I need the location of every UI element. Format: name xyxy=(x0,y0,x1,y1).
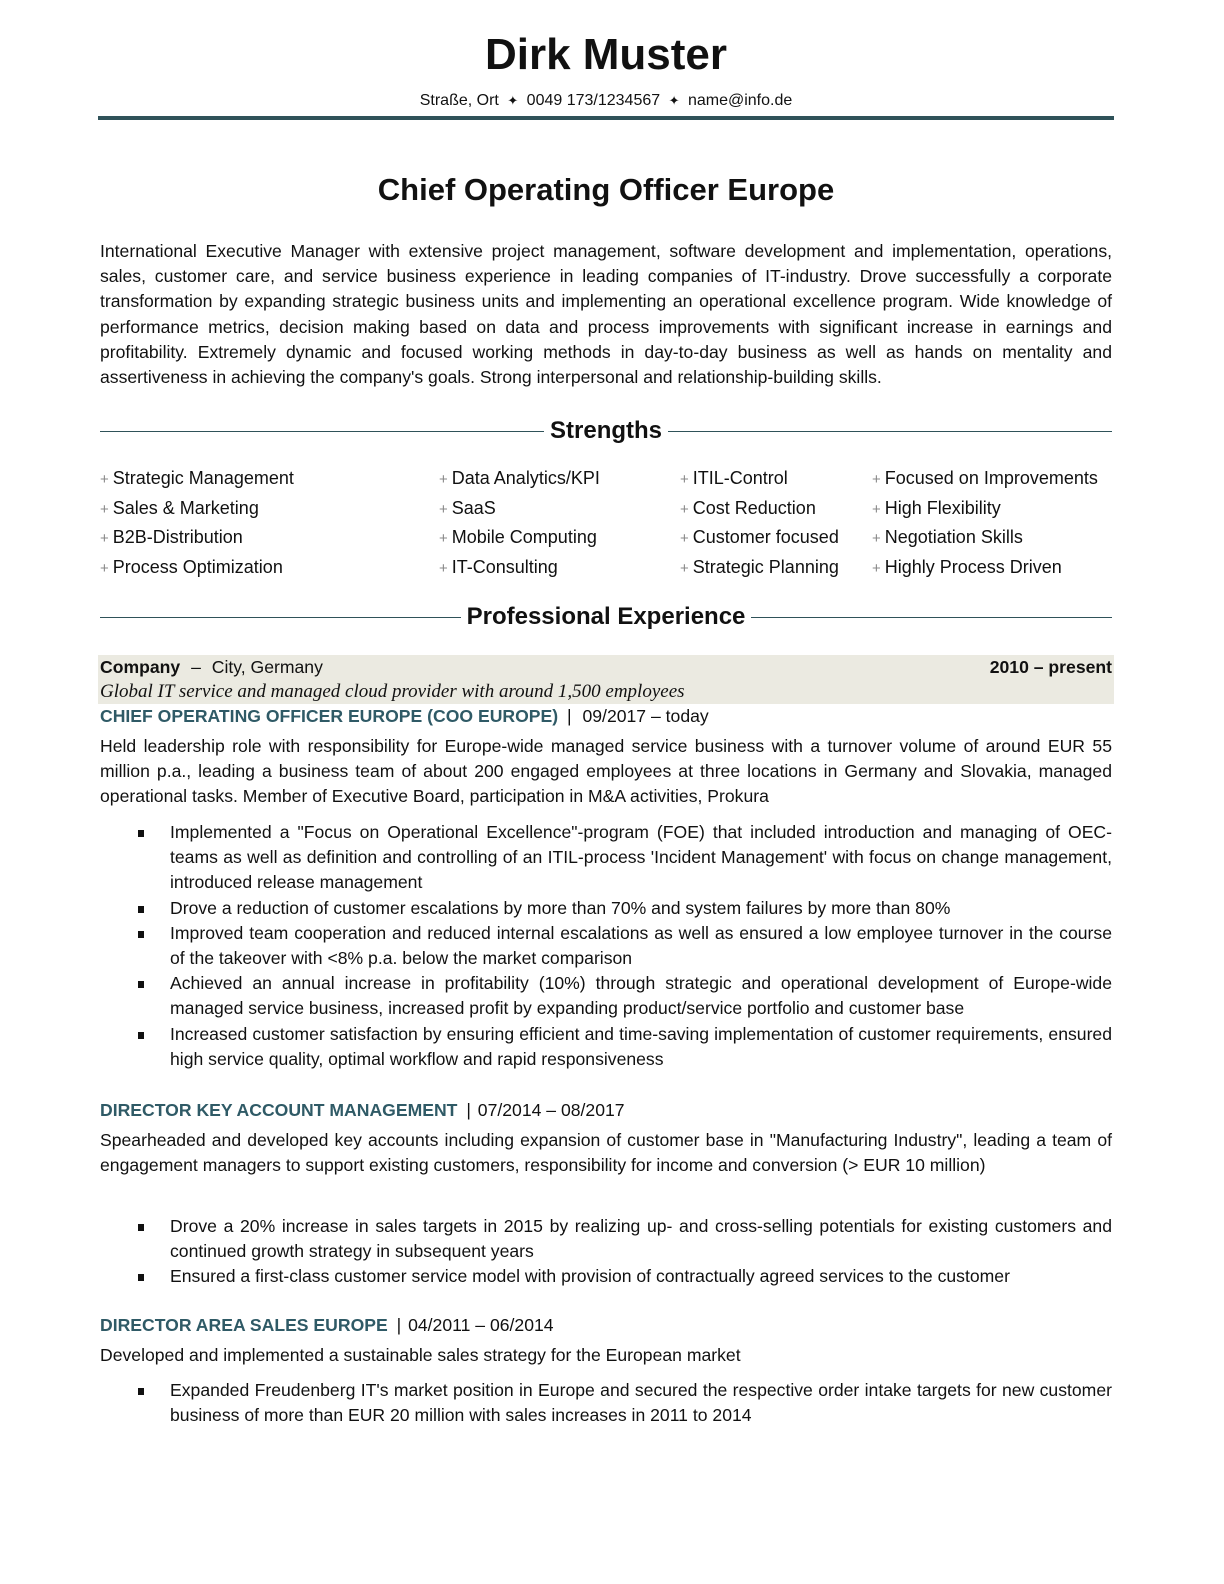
strength-item: + SaaS xyxy=(439,497,496,518)
company-dash: – xyxy=(191,657,201,677)
strength-item: + Strategic Planning xyxy=(680,556,839,577)
strength-item: + Strategic Management xyxy=(100,468,294,488)
strength-item: + Negotiation Skills xyxy=(872,527,1023,547)
role-separator: | xyxy=(396,1315,402,1335)
role-dates: 07/2014 – 08/2017 xyxy=(477,1100,625,1120)
strength-item: + High Flexibility xyxy=(872,497,1001,518)
role-title: DIRECTOR KEY ACCOUNT MANAGEMENT xyxy=(100,1100,458,1120)
bullet-item: Drove a reduction of customer escalations by more than 70% and system failures by more than 80% xyxy=(98,896,1112,921)
heading-rule xyxy=(100,431,544,432)
bullet-item: Increased customer satisfaction by ensuring efficient and time-saving implementation of customer requirements, ensured high service quality, optimal workflow and rapid responsiveness xyxy=(98,1022,1112,1072)
strengths-column xyxy=(439,468,600,586)
plus-icon: + xyxy=(100,500,109,518)
strength-item: + Mobile Computing xyxy=(439,527,597,547)
role-dates: 09/2017 – today xyxy=(582,706,709,726)
plus-icon: + xyxy=(680,559,689,577)
role-heading xyxy=(100,706,709,727)
role-summary: Developed and implemented a sustainable sales strategy for the European market xyxy=(100,1345,741,1365)
plus-icon: + xyxy=(680,471,689,488)
role-bullets xyxy=(98,1214,1112,1290)
strengths-title: Strengths xyxy=(550,417,663,444)
header-divider xyxy=(98,116,1114,120)
plus-icon: + xyxy=(439,500,448,518)
role-separator: | xyxy=(567,706,572,726)
strength-item: + IT-Consulting xyxy=(439,556,558,577)
plus-icon: + xyxy=(439,530,448,547)
profile-summary: International Executive Manager with extensive project management, software development and implementation, operations, sales, customer care, and service business experience in leading companies of IT-industry. Drove successfully a corporate transformation by expanding strategic business units and implementing an operational excellence program. Wide knowledge of performance metrics, decision making based on data and process improvements with significant increase in earnings and profitability. Extremely dynamic and focused working methods in day-to-day business as well as hands on mentality and assertiveness in achieving the company's goals. Strong interpersonal and relationship-building skills. xyxy=(100,241,1112,388)
role-separator: | xyxy=(466,1100,471,1120)
strength-item: + Highly Process Driven xyxy=(872,556,1062,577)
role-bullets xyxy=(98,1378,1112,1428)
contact-address: Straße, Ort xyxy=(419,92,499,109)
company-location: City, Germany xyxy=(211,657,323,677)
strength-item: + Sales & Marketing xyxy=(100,497,259,518)
bullet-item: Drove a 20% increase in sales targets in 2015 by realizing up- and cross-selling potentials for existing customers and continued growth strategy in subsequent years xyxy=(98,1214,1112,1264)
plus-icon: + xyxy=(100,559,109,577)
role-bullets xyxy=(98,820,1112,1072)
bullet-item: Expanded Freudenberg IT's market position in Europe and secured the respective order intake targets for new customer business of more than EUR 20 million with sales increases in 2011 to 2014 xyxy=(98,1378,1112,1428)
company-line xyxy=(100,657,1112,678)
heading-rule xyxy=(100,617,461,618)
plus-icon: + xyxy=(872,559,881,577)
bullet-item: Improved team cooperation and reduced internal escalations as well as ensured a low employee turnover in the course of the takeover with <8% p.a. below the market comparison xyxy=(98,921,1112,971)
strengths-heading xyxy=(100,417,1112,445)
role-dates: 04/2011 – 06/2014 xyxy=(408,1315,554,1335)
strengths-column xyxy=(872,468,1098,586)
separator-icon: ✦ xyxy=(668,93,680,108)
strength-item: + Data Analytics/KPI xyxy=(439,468,600,488)
plus-icon: + xyxy=(680,500,689,518)
plus-icon: + xyxy=(100,530,109,547)
company-description: Global IT service and managed cloud provider with around 1,500 employees xyxy=(100,681,685,702)
strengths-column xyxy=(680,468,839,586)
plus-icon: + xyxy=(680,530,689,547)
role-title: CHIEF OPERATING OFFICER EUROPE (COO EUROPE) xyxy=(100,706,559,726)
role-summary: Spearheaded and developed key accounts including expansion of customer base in "Manufacturing Industry", leading a team of engagement managers to support existing customers, responsibility for income and conversion (> EUR 10 million) xyxy=(100,1130,1112,1176)
strength-item: + B2B-Distribution xyxy=(100,527,243,547)
strength-item: + Process Optimization xyxy=(100,556,283,577)
candidate-name: Dirk Muster xyxy=(484,30,728,79)
plus-icon: + xyxy=(439,471,448,488)
plus-icon: + xyxy=(100,471,109,488)
separator-icon: ✦ xyxy=(507,93,519,108)
company-name: Company xyxy=(100,657,181,677)
heading-rule xyxy=(751,617,1112,618)
company-years: 2010 – present xyxy=(989,657,1112,677)
bullet-item: Ensured a first-class customer service model with provision of contractually agreed services to the customer xyxy=(98,1264,1112,1289)
experience-heading xyxy=(100,603,1112,631)
role-heading xyxy=(100,1100,625,1121)
contact-line xyxy=(98,92,1114,110)
role-summary: Held leadership role with responsibility for Europe-wide managed service business with a turnover volume of around EUR 55 million p.a., leading a business team of about 200 engaged employees at three locations in Germany and Slovakia, managed operational tasks. Member of Executive Board, participation in M&A activities, Prokura xyxy=(100,736,1112,807)
role-heading xyxy=(100,1315,554,1336)
experience-title: Professional Experience xyxy=(466,603,746,630)
plus-icon: + xyxy=(872,530,881,547)
heading-rule xyxy=(668,431,1112,432)
strength-item: + Cost Reduction xyxy=(680,497,816,518)
contact-phone: 0049 173/1234567 xyxy=(526,92,661,109)
strengths-column xyxy=(100,468,294,586)
strength-item: + ITIL-Control xyxy=(680,468,788,488)
headline-title: Chief Operating Officer Europe xyxy=(377,172,835,207)
strength-item: + Customer focused xyxy=(680,527,839,547)
bullet-item: Achieved an annual increase in profitability (10%) through strategic and operational development of Europe-wide managed service business, increased profit by expanding product/service portfolio and customer base xyxy=(98,971,1112,1021)
contact-email[interactable]: name@info.de xyxy=(687,92,793,109)
strength-item: + Focused on Improvements xyxy=(872,468,1098,488)
role-title: DIRECTOR AREA SALES EUROPE xyxy=(100,1315,388,1335)
bullet-item: Implemented a "Focus on Operational Excellence"-program (FOE) that included introduction and managing of OEC-teams as well as definition and controlling of an ITIL-process 'Incident Management' with focus on change management, introduced release management xyxy=(98,820,1112,896)
plus-icon: + xyxy=(872,500,881,518)
plus-icon: + xyxy=(872,471,881,488)
plus-icon: + xyxy=(439,559,448,577)
